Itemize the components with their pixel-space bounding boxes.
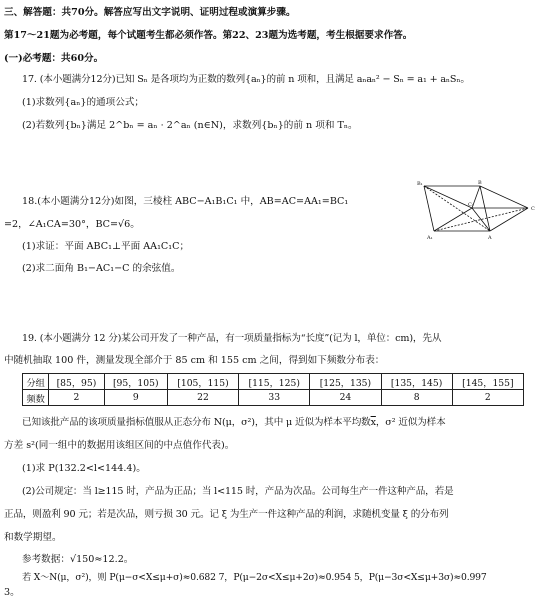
table-cell-frequency: 33 xyxy=(239,390,310,406)
label-c: C xyxy=(531,206,535,212)
table-cell-group: [95，105) xyxy=(104,374,167,390)
section-header: 三、解答题：共70分。解答应写出文字说明、证明过程或演算步骤。 xyxy=(4,7,296,18)
label-c1: C₁ xyxy=(468,202,474,208)
edge-b1-a xyxy=(424,186,490,231)
q17-part1: (1)求数列{aₙ}的通项公式； xyxy=(22,97,145,108)
edge-b1-c1 xyxy=(424,186,472,208)
table-cell-frequency: 22 xyxy=(167,390,238,406)
q19-normal-probabilities: 若 X～N(μ，σ²)，则 P(μ−σ<X≤μ+σ)≈0.682 7，P(μ−2σ<X≤μ+2σ)≈0.954 5，P(μ−3σ<X≤μ+3σ)≈0.997 xyxy=(22,572,487,583)
table-cell-group: [145，155] xyxy=(452,374,523,390)
table-row-groups xyxy=(23,374,524,390)
table-row-label: 分组 xyxy=(23,374,49,390)
sample-mean-symbol: $\overline{x}$ xyxy=(370,417,376,428)
q18-part2: (2)求二面角 B₁−AC₁−C 的余弦值。 xyxy=(22,263,181,274)
q18-stem-line1: 18.(本小题满分12分)如图，三棱柱 ABC−A₁B₁C₁ 中，AB=AC=AA₁=BC₁ xyxy=(22,196,349,207)
q19-part2-line2: 正品，则盈利 90 元；若是次品，则亏损 30 元。记 ξ 为生产一件这种产品的利润，求随机变量 ξ 的分布列 xyxy=(4,509,449,520)
edge-a-c xyxy=(490,208,528,231)
q19-stem-line1: 19. (本小题满分 12 分)某公司开发了一种产品，有一项质量指标为“长度”(记为 l，单位：cm)，先从 xyxy=(22,333,442,344)
q19-distribution-line2: 方差 s²(同一组中的数据用该组区间的中点值作代表)。 xyxy=(4,440,235,451)
subsection-heading: (一)必考题：共60分。 xyxy=(4,53,104,64)
label-b1: B₁ xyxy=(417,181,423,187)
edge-b1-a1 xyxy=(424,186,434,231)
edge-b-c xyxy=(480,186,528,208)
q19-part1: (1)求 P(132.2<l<144.4)。 xyxy=(22,463,146,474)
frequency-table xyxy=(22,373,524,406)
table-cell-frequency: 9 xyxy=(104,390,167,406)
q19-distribution-text-a: 已知该批产品的该项质量指标值服从正态分布 N(μ，σ²)，其中 μ 近似为样本平均数 xyxy=(22,417,371,428)
table-row-label: 频数 xyxy=(23,390,49,406)
table-cell-frequency: 2 xyxy=(49,390,104,406)
q18-part1: (1)求证：平面 ABC₁⊥平面 AA₁C₁C； xyxy=(22,241,190,252)
label-b: B xyxy=(478,180,482,186)
table-cell-frequency: 2 xyxy=(452,390,523,406)
table-row-frequencies xyxy=(23,390,524,406)
q17-part2: (2)若数列{bₙ}满足 2^bₙ = aₙ · 2^aₙ (n∈N)，求数列{bₙ}的前 n 项和 Tₙ。 xyxy=(22,120,358,131)
q19-part2-line3: 和数学期望。 xyxy=(4,532,62,543)
q18-stem-line2: =2，∠A₁CA=30°，BC=√6。 xyxy=(4,219,140,230)
q19-distribution-text-b: ，σ² 近似为样本 xyxy=(375,417,446,428)
table-cell-group: [85，95) xyxy=(49,374,104,390)
q19-stem-line2: 中随机抽取 100 件，测量发现全部介于 85 cm 和 155 cm 之间，得到如下频数分布表： xyxy=(4,355,385,366)
q17-stem: 17. (本小题满分12分)已知 Sₙ 是各项均为正数的数列{aₙ}的前 n 项和，且满足 aₙaₙ² − Sₙ = a₁ + aₙSₙ。 xyxy=(22,74,470,85)
table-cell-frequency: 8 xyxy=(381,390,452,406)
edge-a1-c1 xyxy=(434,208,472,231)
table-cell-group: [125，135) xyxy=(310,374,381,390)
instructions: 第17～21题为必考题，每个试题考生都必须作答。第22、23题为选考题，考生根据要求作答。 xyxy=(4,30,413,41)
q19-reference-data: 参考数据：√150≈12.2。 xyxy=(22,554,134,565)
q19-normal-probabilities-end: 3。 xyxy=(4,587,20,598)
table-cell-group: [115，125) xyxy=(239,374,310,390)
q19-distribution-line1 xyxy=(22,414,446,428)
q19-part2-line1: (2)公司规定：当 l≥115 时，产品为正品；当 l<115 时，产品为次品。公司每生产一件这种产品，若是 xyxy=(22,486,454,497)
label-a1: A₁ xyxy=(427,235,433,241)
table-cell-frequency: 24 xyxy=(310,390,381,406)
table-cell-group: [135，145) xyxy=(381,374,452,390)
prism-figure xyxy=(414,176,546,242)
label-a: A xyxy=(488,235,492,241)
table-cell-group: [105，115) xyxy=(167,374,238,390)
